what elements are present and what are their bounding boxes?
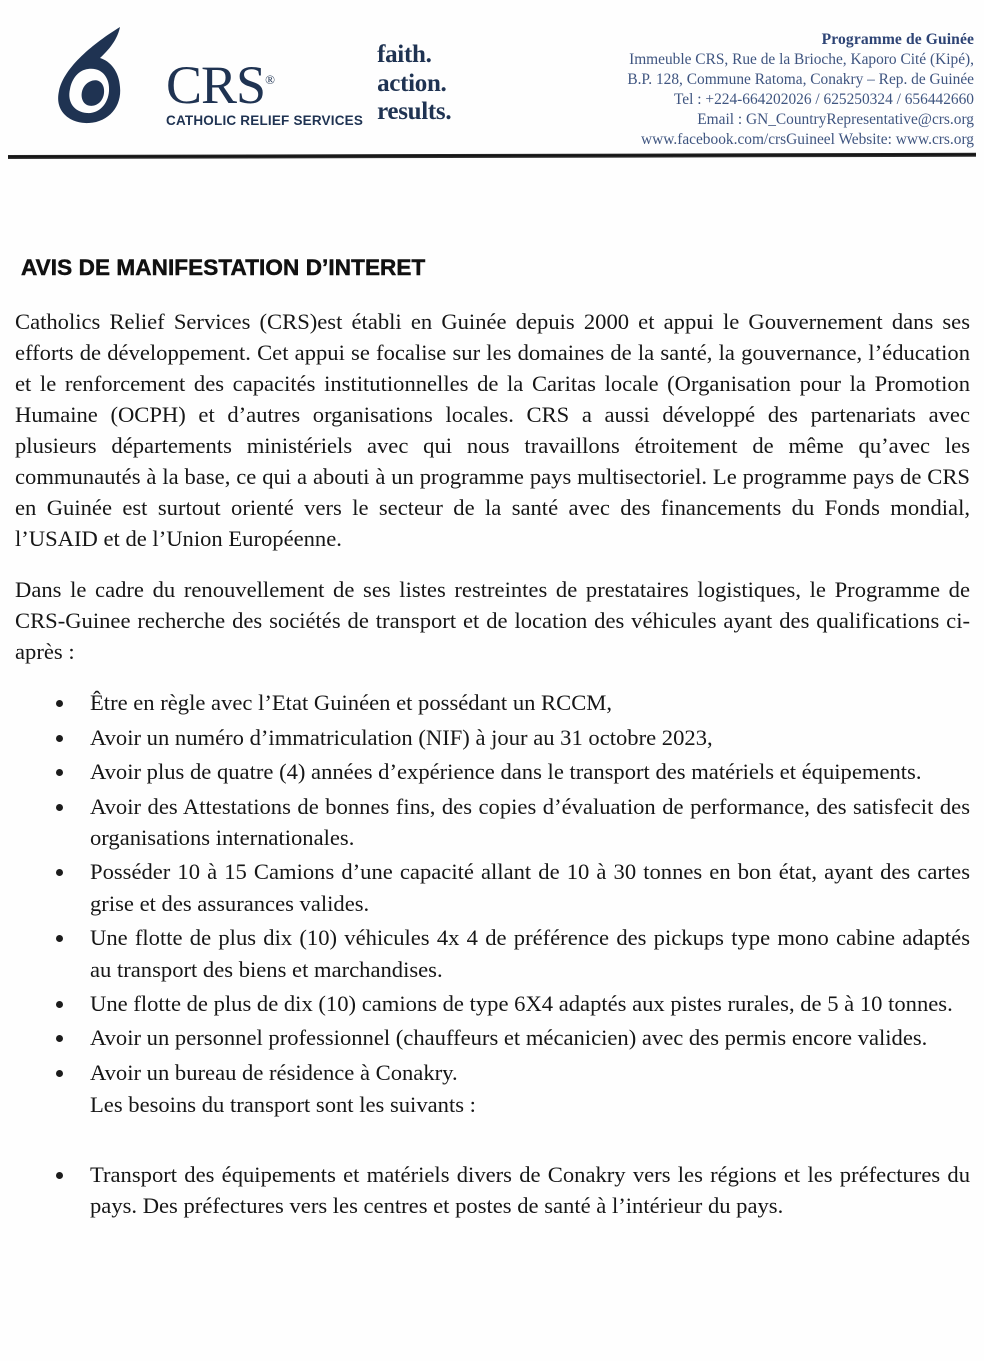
- list-item-text: Avoir un bureau de résidence à Conakry.: [90, 1059, 458, 1085]
- tagline-action: action.: [377, 69, 447, 97]
- address-line-2: B.P. 128, Commune Ratoma, Conakry – Rep. de Guinée: [627, 71, 974, 89]
- tagline-results: results.: [377, 97, 452, 125]
- list-item: Être en règle avec l’Etat Guinéen et possédant un RCCM,: [15, 687, 970, 718]
- list-item: Posséder 10 à 15 Camions d’une capacité allant de 10 à 30 tonnes en bon état, ayant des cartes grise et des assurances valides.: [15, 856, 970, 919]
- tagline-faith: faith.: [377, 41, 432, 69]
- requirements-list: [15, 687, 970, 1221]
- purpose-paragraph: Dans le cadre du renouvellement de ses listes restreintes de prestataires logistiques, le Programme de CRS-Guinee recherche des sociétés de transport et de location des véhicules ayant des qualifications ci-après :: [15, 576, 970, 664]
- letterhead: [0, 0, 984, 152]
- list-item: Transport des équipements et matériels divers de Conakry vers les régions et les préfectures du pays. Des préfectures vers les centres et postes de santé à l’intérieur du pays.: [15, 1159, 970, 1222]
- crs-wordmark: [166, 23, 363, 127]
- page-title: AVIS DE MANIFESTATION D’INTERET: [21, 255, 426, 280]
- crs-full-org-name: CATHOLIC RELIEF SERVICES: [166, 112, 364, 128]
- list-item: Avoir plus de quatre (4) années d’expérience dans le transport des matériels et équipements.: [15, 756, 970, 787]
- contact-information: [627, 30, 974, 150]
- crs-letters: CRS®: [166, 55, 274, 116]
- list-item: Avoir des Attestations de bonnes fins, des copies d’évaluation de performance, des satisfecit des organisations internationales.: [15, 791, 970, 854]
- phone-numbers: Tel : +224-664202026 / 625250324 / 656442660: [673, 91, 974, 109]
- transport-needs-intro: Les besoins du transport sont les suivants :: [90, 1092, 476, 1118]
- programme-name: Programme de Guinée: [821, 31, 974, 48]
- address-line-1: Immeuble CRS, Rue de la Brioche, Kaporo Cité (Kipé),: [629, 51, 974, 69]
- list-item: Avoir un numéro d’immatriculation (NIF) à jour au 31 octobre 2023,: [15, 722, 970, 753]
- list-item: Une flotte de plus de dix (10) camions de type 6X4 adaptés aux pistes rurales, de 5 à 10 tonnes.: [15, 988, 970, 1019]
- document-body: [15, 255, 970, 1224]
- list-item: Une flotte de plus dix (10) véhicules 4x 4 de préférence des pickups type mono cabine adaptés au transport des biens et marchandises.: [15, 922, 970, 985]
- list-item: Avoir un personnel professionnel (chauffeurs et mécanicien) avec des permis encore valides.: [15, 1022, 970, 1053]
- crs-tagline: [377, 22, 451, 127]
- intro-paragraph: Catholics Relief Services (CRS)est établi en Guinée depuis 2000 et appui le Gouvernement dans ses efforts de développement. Cet appui se focalise sur les domaines de la santé, la gouvernance, l’éducation et le renforcement des capacités institutionnelles de la Caritas locale (Organisation pour la Promotion Humaine (OCPH) et d’autres organisations locales. CRS a aussi développé des partenariats avec plusieurs départements ministériels avec qui nous travaillons étroitement de même qu’avec les communautés à la base, ce qui a abouti à un programme pays multisectoriel. Le programme pays de CRS en Guinée est surtout orienté vers le secteur de la santé avec des financements du Fonds mondial, l’USAID et de l’Union Européenne.: [15, 309, 970, 551]
- website-links: www.facebook.com/crsGuineel Website: www.crs.org: [641, 131, 974, 149]
- list-item: [15, 1057, 970, 1121]
- crs-logo: [48, 22, 451, 127]
- email-address: Email : GN_CountryRepresentative@crs.org: [697, 111, 974, 129]
- registered-mark-icon: ®: [265, 72, 274, 88]
- crs-teardrop-logo-icon: [48, 23, 170, 127]
- header-divider: [8, 153, 976, 159]
